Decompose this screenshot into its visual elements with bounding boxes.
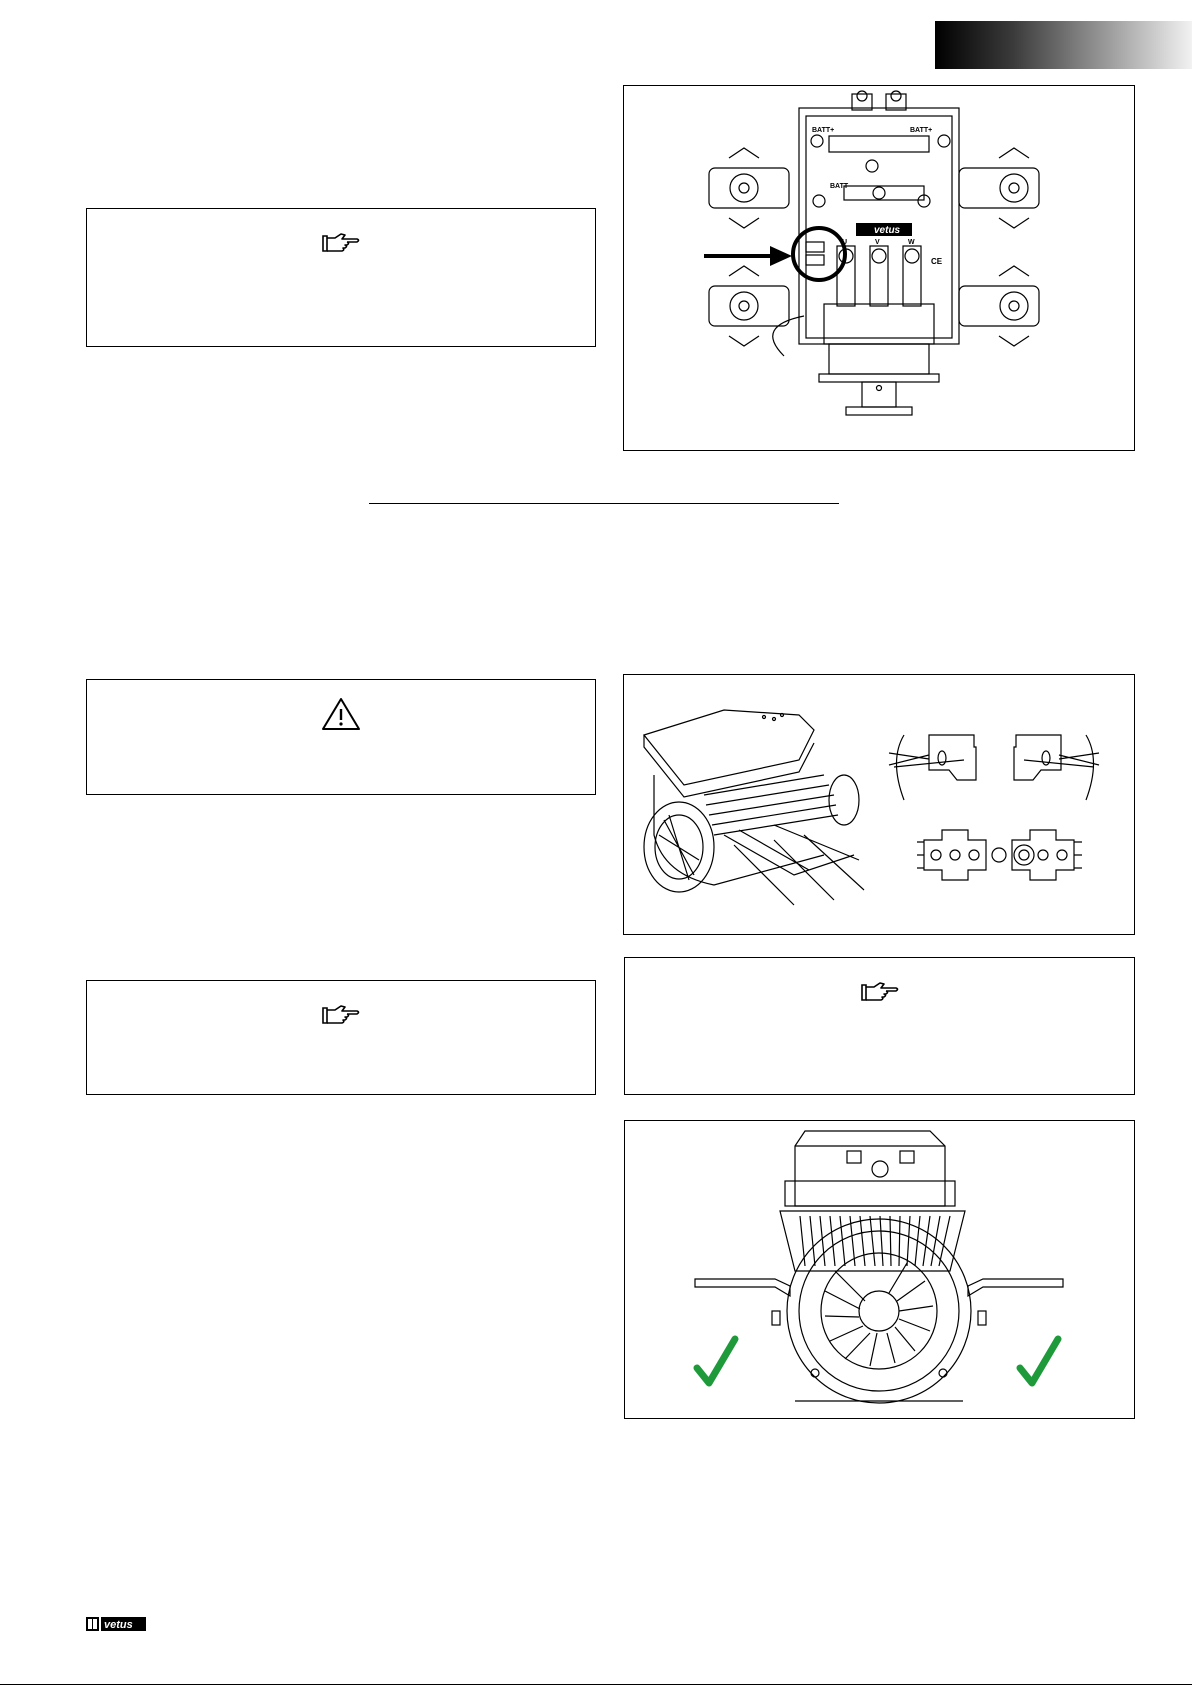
check-left (697, 1339, 735, 1383)
note-box-right (624, 957, 1135, 1095)
pointing-hand-icon (860, 980, 900, 1002)
control-box-brand: vetus (874, 225, 901, 236)
label-phase-v: V (875, 239, 880, 246)
warning-box (86, 679, 596, 795)
pointing-hand-icon (321, 1003, 361, 1025)
label-batt-neg: BATT - (830, 183, 853, 190)
check-right (1020, 1339, 1058, 1383)
section-divider (369, 503, 839, 504)
label-ce-mark: CE (931, 257, 943, 266)
note-box-top (86, 208, 596, 347)
label-batt-pos-left: BATT+ (812, 127, 835, 134)
figure-front-view (624, 1120, 1135, 1419)
section-tab (935, 21, 1192, 69)
label-batt-pos-right: BATT+ (910, 127, 933, 134)
pointing-hand-icon (321, 231, 361, 253)
footer-logo (86, 1617, 146, 1631)
warning-triangle-icon (321, 696, 361, 732)
label-phase-w: W (908, 239, 915, 246)
note-box-bottom-left (86, 980, 596, 1095)
figure-control-box (623, 85, 1135, 451)
figure-mounting (623, 674, 1135, 935)
footer-brand: vetus (104, 1619, 133, 1631)
label-phase-u: U (842, 239, 848, 246)
